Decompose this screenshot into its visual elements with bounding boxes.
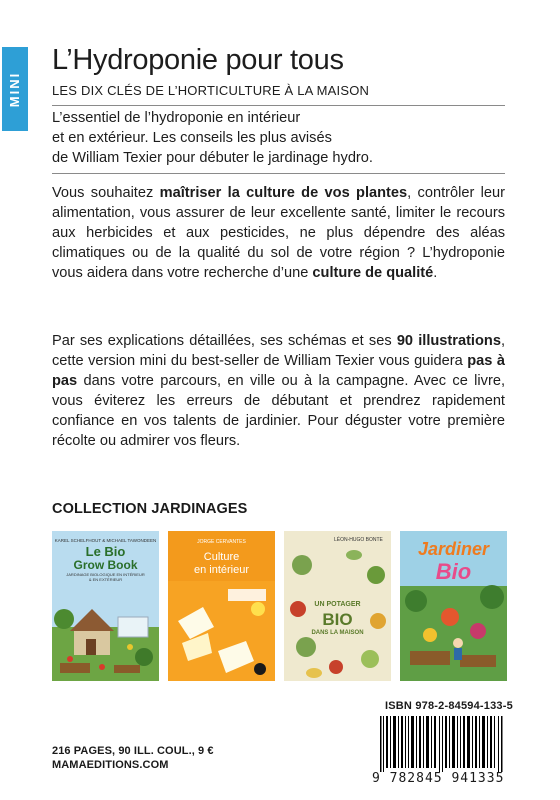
paragraph-2-text: , cette version mini du best-seller de William Texier vous guidera <box>52 333 505 369</box>
paragraph-1-bold: culture de qualité <box>312 265 434 281</box>
book-title-line: en intérieur <box>193 564 250 576</box>
divider-intro <box>52 173 505 174</box>
intro-line: de William Texier pour débuter le jardinage hydro. <box>52 150 373 166</box>
intro-line: et en extérieur. Les conseils les plus avisés <box>52 130 332 146</box>
intro-line: L’essentiel de l’hydroponie en intérieur <box>52 110 301 126</box>
paragraph-1-text: , contrôler leur alimentation, vous assurer de leur excellente santé, limiter le recours aux herbicides et aux pesticides, ne plus dépendre des aléas climatiques ou de la qualité du sol de votre région ? L’hydroponie vous aidera dans votre recherche d’une <box>52 185 506 281</box>
mini-badge <box>2 47 28 131</box>
book-cover-culture-en-interieur <box>168 531 275 681</box>
paragraph-1 <box>52 183 505 283</box>
paragraph-2-bold: 90 illustrations <box>396 333 501 349</box>
collection-title: COLLECTION JARDINAGES <box>52 501 248 517</box>
book-title-line: Le Bio <box>85 544 126 559</box>
book-title: L’Hydroponie pour tous <box>52 44 344 76</box>
book-authors: LÉON-HUGO BONTE <box>334 537 383 543</box>
book-cover-potager-bio <box>284 531 391 681</box>
book-title-line: Jardiner <box>417 539 490 559</box>
book-authors: KAREL SCHELFHOUT & MICHAEL TAWONDEEN <box>54 538 157 543</box>
book-title-line: Bio <box>435 559 472 584</box>
book-authors: JORGE CERVANTES <box>197 539 246 545</box>
book-title-line: Grow Book <box>73 558 138 572</box>
divider-top <box>52 105 505 106</box>
paragraph-2-text: Par ses explications détaillées, ses schémas et ses <box>52 333 397 349</box>
book-cover-bio-grow-book <box>52 531 159 681</box>
book-illustration <box>52 587 159 681</box>
paragraph-2 <box>52 331 505 451</box>
barcode <box>378 716 508 776</box>
paragraph-1-bold: maîtriser la culture de vos plantes <box>159 185 408 201</box>
paragraph-1-text: . <box>433 265 438 281</box>
page-count: 216 PAGES, 90 ILL. COUL., 9 € <box>52 745 214 757</box>
book-tagline: JARDINAGE BIOLOGIQUE EN INTÉRIEUR & EN EXTÉRIEUR <box>66 572 145 582</box>
book-title-line: UN POTAGER <box>314 601 361 608</box>
book-cover-jardiner-bio <box>400 531 507 681</box>
intro-text <box>52 108 492 168</box>
book-subtitle: LES DIX CLÉS DE L’HORTICULTURE À LA MAISON <box>52 83 370 98</box>
paragraph-2-text: dans votre parcours, en ville ou à la campagne. Avec ce livre, vous éviterez les erreurs de débutant et prendrez rapidement confiance en vos talents de jardinier. Pour déguster votre première récolte ou admirer vos fleurs. <box>52 373 505 449</box>
book-title-line: DANS LA MAISON <box>311 630 364 636</box>
mini-badge-label: MINI <box>7 71 23 107</box>
book-title-line: Culture <box>203 551 240 563</box>
book-illustration <box>168 581 275 681</box>
barcode-digits: 9 782845 941335 <box>372 771 505 786</box>
paragraph-1-text: Vous souhaitez <box>52 185 160 201</box>
book-title-line: BIO <box>322 610 353 629</box>
isbn-label: ISBN 978-2-84594-133-5 <box>385 700 513 712</box>
paragraph-2-bold: pas à pas <box>52 353 505 389</box>
book-meta <box>52 744 214 772</box>
publisher-website: MAMAEDITIONS.COM <box>52 759 169 771</box>
